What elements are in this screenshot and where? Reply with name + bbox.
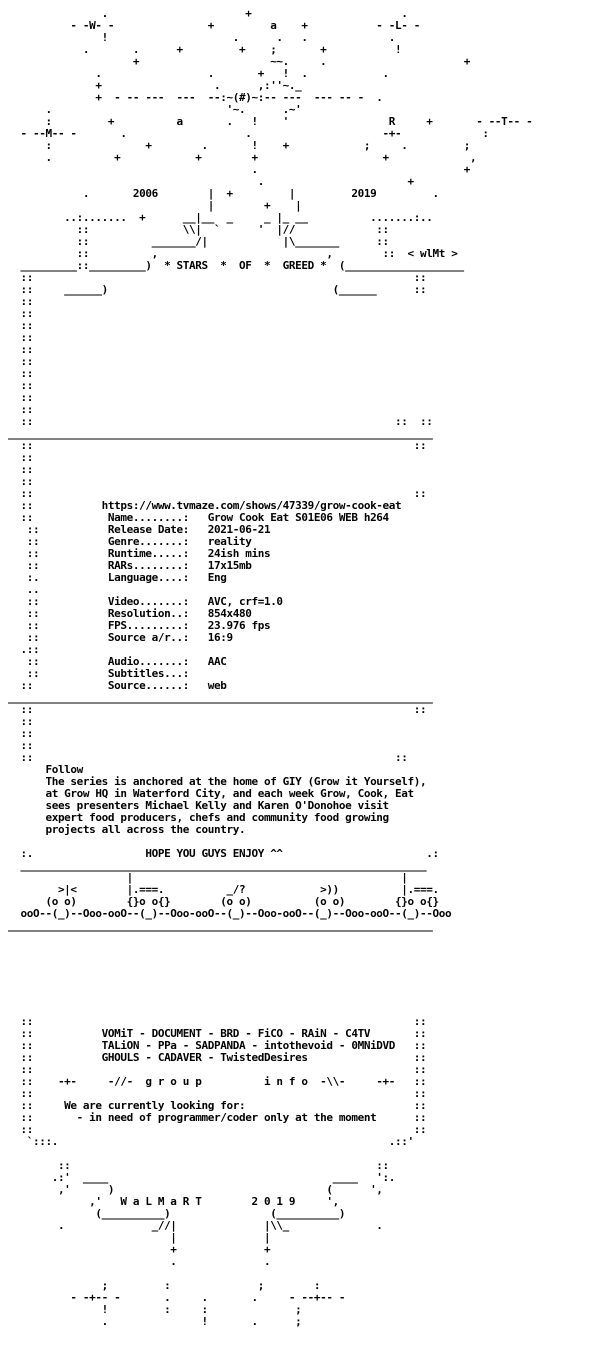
nfo-line — [8, 836, 584, 848]
nfo-line: :: :: — [8, 1160, 389, 1172]
nfo-line: :: :: — [8, 440, 427, 452]
nfo-line: . 2006 | + | 2019 . — [8, 188, 439, 200]
nfo-line: ; : ; : — [8, 1280, 321, 1292]
nfo-line: :: — [8, 464, 33, 476]
nfo-line: :: :: — [8, 704, 427, 716]
nfo-line — [8, 1004, 584, 1016]
nfo-line: `:::. .::' — [8, 1136, 414, 1148]
nfo-line: - -+-- - . . . - --+-- - — [8, 1292, 346, 1304]
nfo-line — [8, 1148, 584, 1160]
nfo-line: :: _______/| |\_______ :: — [8, 236, 389, 248]
nfo-line: : + . ! + ; . ; — [8, 140, 470, 152]
nfo-line: ,' ) ( ', — [8, 1184, 383, 1196]
nfo-line: :: VOMiT - DOCUMENT - BRD - FiCO - RAiN - C4TV :: — [8, 1028, 427, 1040]
nfo-line: :: :: — [8, 272, 427, 284]
nfo-line: :: — [8, 344, 33, 356]
nfo-line: expert food producers, chefs and community food growing — [8, 812, 389, 824]
nfo-line: :: \\| ` ' |// :: — [8, 224, 389, 236]
nfo-line: (__________) (__________) — [8, 1208, 346, 1220]
nfo-line: :: — [8, 728, 33, 740]
nfo-line: . . — [8, 1256, 271, 1268]
nfo-line: :: — [8, 368, 33, 380]
nfo-line: | | — [8, 872, 408, 884]
nfo-line: | + | — [8, 200, 302, 212]
nfo-line: :: Video.......: AVC, crf=1.0 — [8, 596, 283, 608]
nfo-line: ooO--(_)--Ooo-ooO--(_)--Ooo-ooO--(_)--Ooo-ooO--(_)--Ooo-ooO--(_)--Ooo — [8, 908, 452, 920]
nfo-line: :: Source a/r..: 16:9 — [8, 632, 233, 644]
nfo-line: :: , , :: < wlMt > — [8, 248, 458, 260]
nfo-line — [8, 1268, 584, 1280]
nfo-line: + ~~. . + — [8, 56, 470, 68]
nfo-line — [8, 932, 584, 944]
nfo-line: + - -- --- --- --:~(#)~:-- --- --- -- - . — [8, 92, 383, 104]
nfo-line: :: ______) (______ :: — [8, 284, 427, 296]
nfo-line: . _//| |\\_ . — [8, 1220, 383, 1232]
nfo-line: sees presenters Michael Kelly and Karen O'Donohoe visit — [8, 800, 389, 812]
nfo-line: . . + ! . . — [8, 68, 389, 80]
nfo-line: :: -+- -//- g r o u p i n f o -\\- -+- :: — [8, 1076, 427, 1088]
nfo-line: ____________________________________________________________________ — [8, 692, 433, 704]
nfo-line: . + — [8, 176, 414, 188]
nfo-line: :: — [8, 308, 33, 320]
nfo-line: . + + + + , — [8, 152, 477, 164]
nfo-line: . + . — [8, 8, 408, 20]
nfo-line: :: — [8, 320, 33, 332]
nfo-line: Follow — [8, 764, 83, 776]
nfo-line: :: :: — [8, 1088, 427, 1100]
nfo-line — [8, 980, 584, 992]
nfo-line: (o o) {}o o{} (o o) (o o) {}o o{} — [8, 896, 439, 908]
nfo-line: >|< |.===. _/? >)) |.===. — [8, 884, 439, 896]
nfo-line: :: :: — [8, 752, 408, 764]
nfo-line: . ! . ; — [8, 1316, 302, 1328]
nfo-line — [8, 944, 584, 956]
nfo-line: _________::_________) * STARS * OF * GREED * (___________________ — [8, 260, 464, 272]
nfo-line: :: Audio.......: AAC — [8, 656, 227, 668]
nfo-line: :: - in need of programmer/coder only at the moment :: — [8, 1112, 427, 1124]
nfo-line: :: Runtime.....: 24ish mins — [8, 548, 271, 560]
nfo-line: :: — [8, 716, 33, 728]
nfo-line: :: Source......: web — [8, 680, 227, 692]
nfo-line: :: :: — [8, 488, 427, 500]
nfo-line: + + — [8, 1244, 271, 1256]
nfo-line: ____________________________________________________________________ — [8, 428, 433, 440]
nfo-line: :: :: — [8, 1016, 427, 1028]
nfo-line: ____________________________________________________________________ — [8, 920, 433, 932]
nfo-line: + . ,:''~._ — [8, 80, 302, 92]
nfo-line: :: https://www.tvmaze.com/shows/47339/grow-cook-eat — [8, 500, 402, 512]
nfo-line: :: — [8, 452, 33, 464]
nfo-line: :: GHOULS - CADAVER - TwistedDesires :: — [8, 1052, 427, 1064]
nfo-line: : + a . ! ' R + - --T-- - — [8, 116, 533, 128]
nfo-line: :: Name........: Grow Cook Eat S01E06 WEB h264 — [8, 512, 389, 524]
nfo-line: :: — [8, 296, 33, 308]
nfo-line: - --M-- - . . -+- : — [8, 128, 489, 140]
nfo-line: - -W- - + a + - -L- - — [8, 20, 421, 32]
nfo-line: :: :: — [8, 1124, 427, 1136]
nfo-line: :: — [8, 332, 33, 344]
nfo-line: The series is anchored at the home of GIY (Grow it Yourself), — [8, 776, 427, 788]
nfo-line: :: :: — [8, 1064, 427, 1076]
nfo-line: :: We are currently looking for: :: — [8, 1100, 427, 1112]
nfo-line: :: — [8, 380, 33, 392]
nfo-line: :: Release Date: 2021-06-21 — [8, 524, 271, 536]
nfo-line: :: — [8, 356, 33, 368]
nfo-line: :: — [8, 404, 33, 416]
nfo-line: . . + + ; + ! — [8, 44, 402, 56]
nfo-line: :. Language....: Eng — [8, 572, 227, 584]
nfo-line: at Grow HQ in Waterford City, and each week Grow, Cook, Eat — [8, 788, 414, 800]
nfo-line: .:' ____ ____ ':. — [8, 1172, 396, 1184]
nfo-document — [8, 8, 584, 1328]
nfo-line: .:: — [8, 644, 40, 656]
nfo-line — [8, 992, 584, 1004]
nfo-line: :: FPS.........: 23.976 fps — [8, 620, 271, 632]
nfo-line: :: — [8, 476, 33, 488]
nfo-line: ,' W a L M a R T 2 0 1 9 ', — [8, 1196, 339, 1208]
nfo-line: :: RARs........: 17x15mb — [8, 560, 252, 572]
nfo-line: :: :: :: — [8, 416, 433, 428]
nfo-line: projects all across the country. — [8, 824, 246, 836]
nfo-line: | | — [8, 1232, 271, 1244]
nfo-line: ..:....... + __|__ _ _ |_ __ .......:.. — [8, 212, 433, 224]
nfo-line: :: Genre.......: reality — [8, 536, 252, 548]
nfo-line: ! : : ; — [8, 1304, 302, 1316]
nfo-line: :: — [8, 740, 33, 752]
nfo-line: :. HOPE YOU GUYS ENJOY ^^ .: — [8, 848, 439, 860]
nfo-line: :: TALiON - PPa - SADPANDA - intothevoid - 0MNiDVD :: — [8, 1040, 427, 1052]
nfo-line: ! . . . . — [8, 32, 396, 44]
nfo-line: :: Subtitles...: — [8, 668, 190, 680]
nfo-line — [8, 968, 584, 980]
nfo-line: . + — [8, 164, 470, 176]
nfo-line: . '~. .~' — [8, 104, 302, 116]
nfo-line: :: Resolution..: 854x480 — [8, 608, 252, 620]
nfo-line — [8, 956, 584, 968]
nfo-line: _________________________________________________________________ — [8, 860, 427, 872]
nfo-line: :: — [8, 392, 33, 404]
nfo-line: .. — [8, 584, 40, 596]
